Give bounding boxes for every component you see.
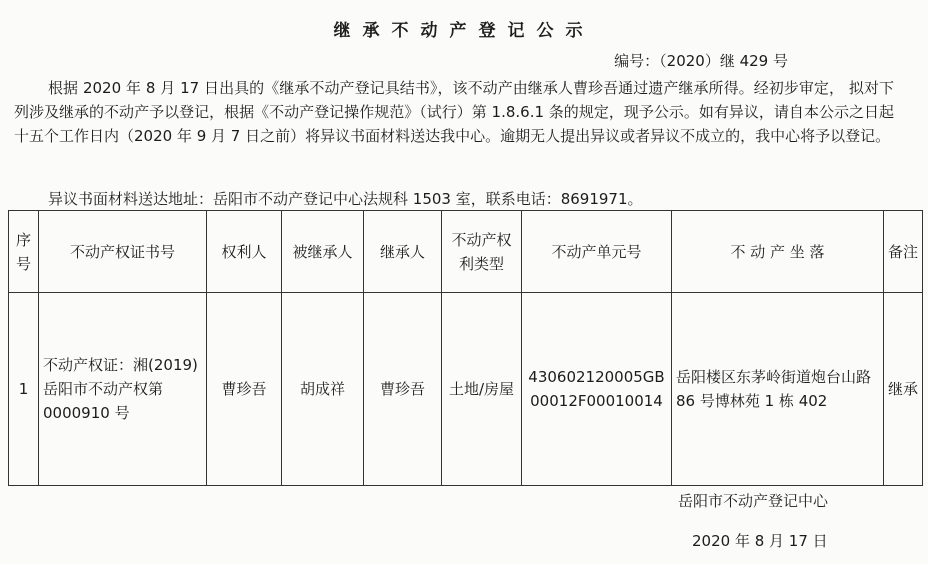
cell-inherited-from: 胡成祥 (282, 293, 364, 486)
table-header-row (9, 211, 923, 293)
header-heir: 继承人 (364, 211, 442, 293)
cell-heir: 曹珍吾 (364, 293, 442, 486)
header-location: 不 动 产 坐 落 (672, 211, 884, 293)
issue-date: 2020 年 8 月 17 日 (692, 532, 828, 550)
cell-location: 岳阳楼区东茅岭街道炮台山路 86 号博林苑 1 栋 402 (672, 293, 884, 486)
cell-right-type: 土地/房屋 (442, 293, 522, 486)
cell-remark: 继承 (884, 293, 923, 486)
header-remark: 备注 (884, 211, 923, 293)
cell-seq: 1 (9, 293, 39, 486)
issuing-organization: 岳阳市不动产登记中心 (678, 492, 829, 510)
header-unit-no: 不动产单元号 (522, 211, 672, 293)
header-holder: 权利人 (207, 211, 282, 293)
header-cert: 不动产权证书号 (39, 211, 207, 293)
objection-address: 异议书面材料送达地址：岳阳市不动产登记中心法规科 1503 室，联系电话：8691971。 (48, 190, 643, 208)
cell-unit-no: 430602120005GB00012F00010014 (522, 293, 672, 486)
registration-table (8, 210, 923, 486)
notice-paragraph: 根据 2020 年 8 月 17 日出具的《继承不动产登记具结书》，该不动产由继承人曹珍吾通过遗产继承所得。经初步审定， 拟对下列涉及继承的不动产予以登记，根据《不动产登记操作规范》（试行）第 1.8.6.1 条的规定，现予公示。如有异议，请自本公示之日起十五个工作日内（2020 年 9 月 7 日之前）将异议书面材料送达我中心。逾期无人提出异议或者异议不成立的，我中心将予以登记。 (14, 79, 894, 145)
header-seq: 序号 (9, 211, 39, 293)
header-inherited-from: 被继承人 (282, 211, 364, 293)
cell-holder: 曹珍吾 (207, 293, 282, 486)
header-right-type: 不动产权利类型 (442, 211, 522, 293)
document-number: 编号：（2020）继 429 号 (614, 52, 788, 70)
cell-cert: 不动产权证：湘(2019)岳阳市不动产权第 0000910 号 (39, 293, 207, 486)
notice-title: 继承不动产登记公示 (333, 21, 595, 41)
table-row (9, 293, 923, 486)
